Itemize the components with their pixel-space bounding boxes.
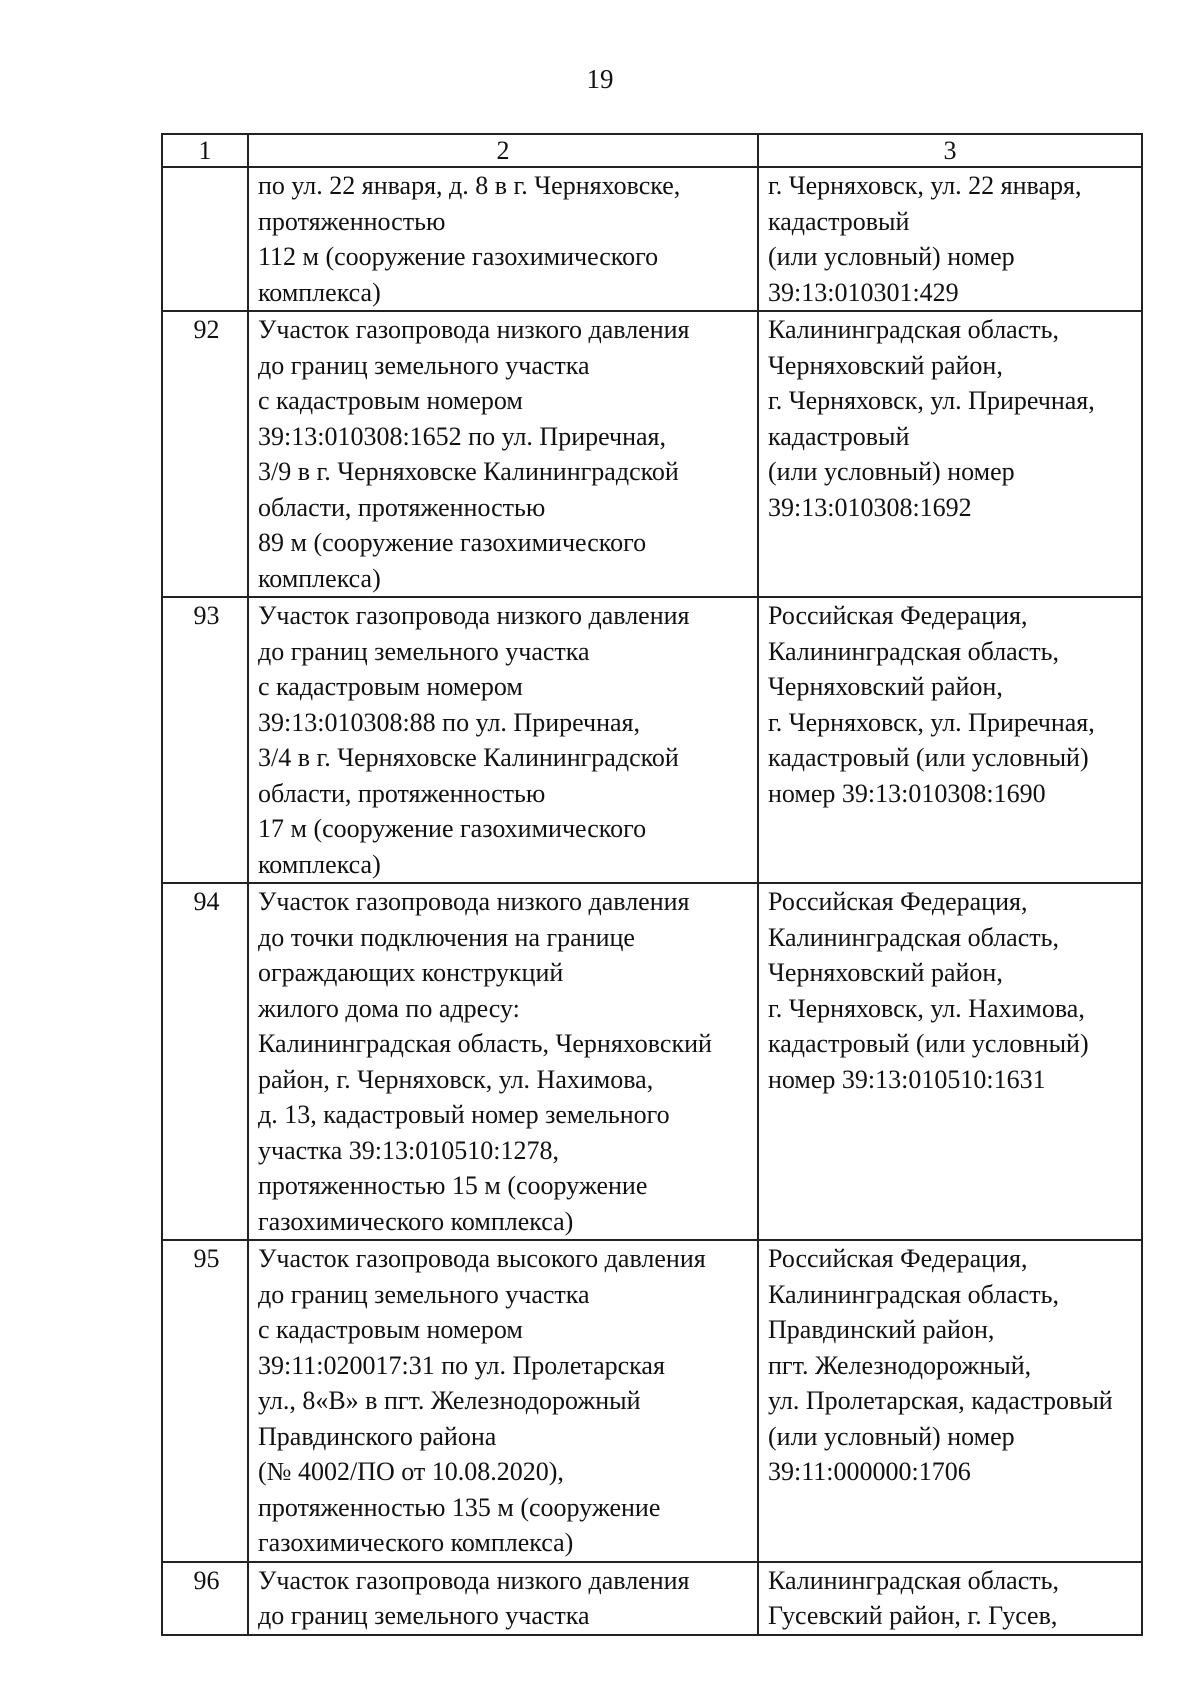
object-description-line: ул., 8«В» в пгт. Железнодорожный bbox=[258, 1386, 641, 1415]
object-description-line: с кадастровым номером bbox=[258, 386, 523, 415]
object-location-line: 39:11:000000:1706 bbox=[768, 1457, 971, 1486]
object-location-cell bbox=[758, 311, 1142, 597]
object-location-line: пгт. Железнодорожный, bbox=[768, 1350, 1032, 1380]
object-description-line: район, г. Черняховск, ул. Нахимова, bbox=[258, 1064, 654, 1094]
object-description-line: жилого дома по адресу: bbox=[258, 993, 520, 1023]
object-location-cell bbox=[758, 1562, 1142, 1635]
object-description-line: (№ 4002/ПО от 10.08.2020), bbox=[258, 1457, 564, 1486]
column-header-location: 3 bbox=[758, 134, 1142, 167]
object-location-line: 39:13:010308:1692 bbox=[768, 492, 972, 522]
object-location-line: Российская Федерация, bbox=[768, 1244, 1028, 1273]
table-row bbox=[162, 167, 1142, 311]
object-location-line: кадастровый (или условный) bbox=[768, 1029, 1089, 1058]
table-row bbox=[162, 311, 1142, 597]
object-description-line: по ул. 22 января, д. 8 в г. Черняховске, bbox=[258, 171, 681, 200]
table-row bbox=[162, 1562, 1142, 1635]
object-description-line: до границ земельного участка bbox=[258, 350, 590, 380]
object-description-line: Участок газопровода низкого давления bbox=[258, 315, 690, 344]
object-description-line: Правдинского района bbox=[258, 1421, 497, 1451]
object-location-line: г. Черняховск, ул. Нахимова, bbox=[768, 993, 1085, 1023]
object-description-cell bbox=[248, 1240, 758, 1562]
table-row bbox=[162, 597, 1142, 883]
object-location-line: ул. Пролетарская, кадастровый bbox=[768, 1386, 1113, 1415]
object-location-line: Калининградская область, bbox=[768, 636, 1059, 666]
object-description-line: Калининградская область, Черняховский bbox=[258, 1029, 712, 1058]
object-location-line: кадастровый (или условный) bbox=[768, 743, 1089, 772]
object-description-line: Участок газопровода высокого давления bbox=[258, 1244, 706, 1273]
object-description-line: комплекса) bbox=[258, 563, 381, 593]
object-location-line: 39:13:010301:429 bbox=[768, 277, 959, 307]
object-description-cell bbox=[248, 883, 758, 1240]
object-description-line: участка 39:13:010510:1278, bbox=[258, 1135, 559, 1165]
object-description-line: с кадастровым номером bbox=[258, 672, 523, 701]
object-location-line: номер 39:13:010308:1690 bbox=[768, 778, 1046, 808]
object-location-line: Черняховский район, bbox=[768, 958, 1003, 987]
object-location-line: (или условный) номер bbox=[768, 457, 1015, 486]
object-location-line: Российская Федерация, bbox=[768, 601, 1028, 630]
object-description-line: 39:11:020017:31 по ул. Пролетарская bbox=[258, 1350, 665, 1380]
object-description-line: газохимического комплекса) bbox=[258, 1206, 574, 1236]
row-number: 93 bbox=[162, 597, 248, 883]
object-description-line: комплекса) bbox=[258, 849, 381, 879]
object-location-cell bbox=[758, 1240, 1142, 1562]
table-body bbox=[162, 167, 1142, 1635]
object-location-line: Черняховский район, bbox=[768, 350, 1003, 380]
object-description-cell bbox=[248, 597, 758, 883]
object-location-line: кадастровый bbox=[768, 421, 910, 451]
object-location-line: Гусевский район, г. Гусев, bbox=[768, 1601, 1058, 1630]
object-description-line: до границ земельного участка bbox=[258, 636, 590, 666]
object-description-line: Участок газопровода низкого давления bbox=[258, 1565, 690, 1595]
object-location-line: г. Черняховск, ул. 22 января, bbox=[768, 171, 1082, 200]
object-location-line: Калининградская область, bbox=[768, 1279, 1059, 1309]
object-location-line: г. Черняховск, ул. Приречная, bbox=[768, 707, 1095, 737]
object-description-line: Участок газопровода низкого давления bbox=[258, 601, 690, 630]
row-number: 96 bbox=[162, 1562, 248, 1635]
object-description-line: протяженностью 15 м (сооружение bbox=[258, 1171, 648, 1200]
object-location-cell bbox=[758, 883, 1142, 1240]
column-header-description: 2 bbox=[248, 134, 758, 167]
object-description-line: протяженностью 135 м (сооружение bbox=[258, 1492, 661, 1522]
row-number bbox=[162, 167, 248, 311]
object-description-line: 39:13:010308:88 по ул. Приречная, bbox=[258, 707, 640, 737]
object-description-line: комплекса) bbox=[258, 277, 381, 307]
object-description-line: д. 13, кадастровый номер земельного bbox=[258, 1100, 670, 1129]
object-description-line: 112 м (сооружение газохимического bbox=[258, 242, 659, 271]
object-location-line: Калининградская область, bbox=[768, 922, 1059, 952]
object-location-cell bbox=[758, 167, 1142, 311]
object-location-line: Российская Федерация, bbox=[768, 887, 1028, 916]
object-description-line: до точки подключения на границе bbox=[258, 922, 635, 952]
object-description-line: области, протяженностью bbox=[258, 778, 546, 808]
object-description-line: протяженностью bbox=[258, 206, 446, 236]
row-number: 94 bbox=[162, 883, 248, 1240]
registry-table bbox=[161, 133, 1143, 1636]
column-header-number: 1 bbox=[162, 134, 248, 167]
object-description-line: 3/9 в г. Черняховске Калининградской bbox=[258, 457, 679, 486]
object-location-line: Правдинский район, bbox=[768, 1315, 995, 1344]
object-description-line: 39:13:010308:1652 по ул. Приречная, bbox=[258, 421, 666, 451]
object-location-cell bbox=[758, 597, 1142, 883]
object-location-line: г. Черняховск, ул. Приречная, bbox=[768, 386, 1095, 415]
object-description-line: Участок газопровода низкого давления bbox=[258, 887, 690, 916]
object-location-line: Калининградская область, bbox=[768, 1565, 1059, 1595]
object-description-line: газохимического комплекса) bbox=[258, 1528, 574, 1557]
object-location-line: Калининградская область, bbox=[768, 315, 1059, 344]
object-description-cell bbox=[248, 311, 758, 597]
object-description-line: 3/4 в г. Черняховске Калининградской bbox=[258, 743, 679, 772]
table-row bbox=[162, 1240, 1142, 1562]
object-description-line: 17 м (сооружение газохимического bbox=[258, 814, 647, 843]
object-description-cell bbox=[248, 167, 758, 311]
row-number: 92 bbox=[162, 311, 248, 597]
object-description-line: 89 м (сооружение газохимического bbox=[258, 528, 647, 557]
object-description-line: с кадастровым номером bbox=[258, 1315, 523, 1344]
row-number: 95 bbox=[162, 1240, 248, 1562]
object-description-line: области, протяженностью bbox=[258, 492, 546, 522]
table-row bbox=[162, 883, 1142, 1240]
object-description-line: до границ земельного участка bbox=[258, 1601, 590, 1630]
object-description-line: до границ земельного участка bbox=[258, 1279, 590, 1309]
page-number: 19 bbox=[586, 64, 614, 94]
object-location-line: (или условный) номер bbox=[768, 242, 1015, 271]
object-description-line: ограждающих конструкций bbox=[258, 958, 564, 987]
object-location-line: кадастровый bbox=[768, 206, 910, 236]
object-location-line: Черняховский район, bbox=[768, 672, 1003, 701]
object-location-line: (или условный) номер bbox=[768, 1421, 1015, 1451]
table-header-row bbox=[162, 134, 1142, 167]
object-location-line: номер 39:13:010510:1631 bbox=[768, 1064, 1046, 1094]
object-description-cell bbox=[248, 1562, 758, 1635]
